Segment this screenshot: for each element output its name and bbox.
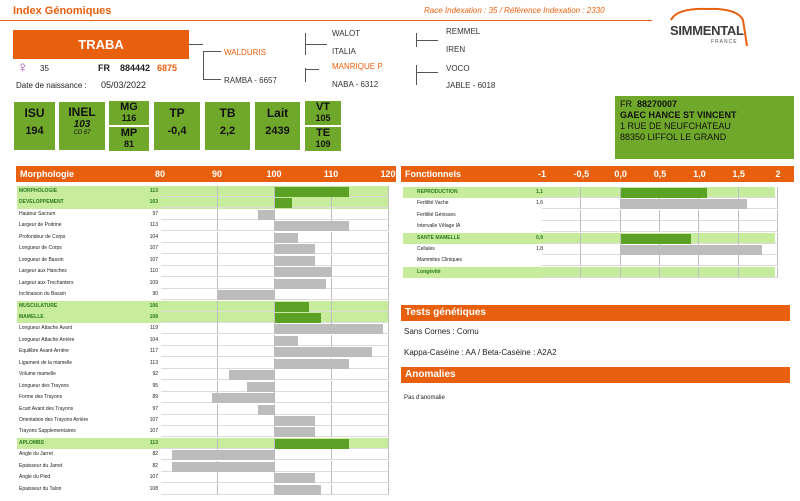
row-value: 104 (149, 233, 158, 240)
grid-cell (621, 210, 660, 221)
casein-test: Kappa-Caséine : AA / Beta-Caséine : A2A2 (404, 348, 557, 357)
grid-cell (275, 369, 332, 380)
grid-cell (332, 484, 389, 495)
grid-cell (218, 278, 275, 289)
grid-cell (161, 323, 218, 334)
morphology-bar (275, 302, 309, 312)
grid-cell (161, 243, 218, 254)
owner-box (615, 96, 794, 159)
pedigree-dam: RAMBA - 6657 (224, 76, 277, 85)
grid-cell (332, 369, 389, 380)
row-label: Longévité (417, 268, 441, 275)
grid-cell (218, 415, 275, 426)
horn-test: Sans Cornes : Cornu (404, 327, 479, 336)
functional-row (403, 244, 775, 255)
morphology-row (17, 335, 389, 346)
row-label: Largeur aux Trochanters (19, 279, 74, 286)
row-value: 107 (149, 417, 158, 423)
grid-cell (218, 301, 275, 312)
grid-cell (660, 255, 699, 266)
morphology-row (17, 484, 389, 495)
kpi-tp: TP -0,4 (154, 102, 200, 150)
owner-id: 88270007 (637, 99, 678, 109)
breed-code: 35 (40, 64, 49, 73)
grid-cell (332, 404, 389, 415)
row-value: 82 (152, 462, 158, 469)
grid-cell (621, 221, 660, 232)
morphology-group-row (17, 301, 389, 312)
grid-cell (739, 187, 778, 198)
functional-bar (621, 234, 692, 244)
grid-cell (218, 243, 275, 254)
grid-cell (660, 221, 699, 232)
morphology-scale-tick: 120 (380, 169, 396, 179)
row-label: Equilibre Avant-Arrière (19, 348, 69, 355)
grid-cell (739, 267, 778, 278)
functional-bar (621, 199, 747, 209)
grid-cell (218, 426, 275, 437)
kpi-isu: ISU 194 (14, 102, 55, 150)
row-label: Hauteur Sacrum (19, 210, 56, 217)
grid-cell (332, 289, 389, 300)
row-value: 106 (149, 302, 158, 309)
row-label: Ligament de la mamelle (19, 359, 73, 366)
morphology-group-row (17, 438, 389, 449)
grid-cell (161, 255, 218, 266)
row-label: MAMELLE (19, 313, 44, 320)
morphology-bar (247, 382, 276, 392)
grid-cell (161, 472, 218, 483)
morphology-row (17, 381, 389, 392)
morphology-bar (258, 405, 275, 415)
row-label: DEVELOPPEMENT (19, 199, 64, 206)
row-label: Largeur aux Hanches (19, 268, 67, 275)
grid-cell (161, 209, 218, 220)
grid-cell (218, 266, 275, 277)
grid-cell (161, 438, 218, 449)
row-value: 82 (152, 451, 158, 458)
grid-cell (542, 187, 581, 198)
grid-cell (218, 484, 275, 495)
row-value: 95 (152, 382, 158, 389)
morphology-row (17, 461, 389, 472)
morphology-row (17, 426, 389, 437)
row-label: MORPHOLOGIE (19, 188, 58, 194)
functional-group-row (403, 187, 775, 198)
grid-cell (332, 301, 389, 312)
row-value: 0,9 (536, 234, 543, 241)
row-value: 119 (150, 325, 158, 332)
grid-cell (218, 197, 275, 208)
animal-id-suffix: 6875 (157, 63, 178, 73)
row-value: 1,6 (536, 200, 543, 207)
grid-cell (161, 484, 218, 495)
row-label: Fertilité Génisses (417, 211, 456, 218)
morphology-bar (275, 198, 292, 208)
morphology-bar (275, 485, 321, 495)
morphology-row (17, 232, 389, 243)
morphology-scale-tick: 110 (323, 169, 339, 179)
female-icon: ♀ (17, 59, 29, 76)
morphology-bar (275, 336, 298, 346)
row-value: 103 (149, 199, 158, 206)
morphology-row (17, 289, 389, 300)
grid-cell (542, 221, 581, 232)
row-label: Mammites Cliniques (417, 257, 463, 264)
morphology-scale-tick: 80 (154, 169, 165, 179)
grid-cell (542, 198, 581, 209)
row-label: Angle du Pied (19, 474, 51, 481)
grid-cell (699, 221, 738, 232)
row-label: Intervalle Vêlage IA (417, 223, 461, 230)
morphology-bar (275, 279, 326, 289)
row-value: 89 (152, 394, 158, 401)
row-label: Orientation des Trayons Arrière (19, 417, 89, 423)
header-divider (0, 20, 652, 21)
morphology-bar (275, 267, 332, 277)
kpi-tb: TB 2,2 (205, 102, 250, 150)
row-label: SANTE MAMELLE (417, 234, 461, 241)
grid-cell (332, 278, 389, 289)
race-index-info: Race Indexation : 35 / Référence Indexation : 2330 (424, 6, 605, 15)
morphology-group-row (17, 312, 389, 323)
grid-cell (161, 220, 218, 231)
row-label: Inclinaison du Bassin (19, 291, 66, 298)
pedigree-ds-dam: IREN (446, 45, 466, 54)
grid-cell (660, 210, 699, 221)
morphology-bar (229, 370, 275, 380)
morphology-row (17, 415, 389, 426)
grid-cell (621, 267, 660, 278)
row-value: 113 (149, 188, 158, 194)
morphology-bar (275, 416, 315, 426)
row-label: Longueur de Corps (19, 245, 62, 252)
grid-cell (581, 221, 620, 232)
row-label: Angle du Jarret (19, 451, 53, 458)
owner-country: FR (620, 99, 632, 109)
grid-cell (581, 198, 620, 209)
grid-cell (332, 426, 389, 437)
row-value: 110 (150, 268, 158, 275)
morphology-row (17, 243, 389, 254)
grid-cell (275, 289, 332, 300)
row-label: Epaisseur du Talon (19, 485, 62, 492)
simmental-logo: SIMMENTAL FRANCE (667, 6, 753, 50)
morphology-row (17, 266, 389, 277)
grid-cell (218, 323, 275, 334)
morphology-row (17, 255, 389, 266)
morphology-row (17, 346, 389, 357)
pedigree-dam-dam: NABA - 6312 (332, 80, 379, 89)
functional-scale-tick: 0,5 (653, 169, 667, 179)
functional-bar (621, 188, 708, 198)
grid-cell (161, 266, 218, 277)
pedigree-dd-dam: JABLE - 6018 (446, 81, 496, 90)
row-value: 107 (149, 256, 158, 263)
row-label: MUSCULATURE (19, 302, 58, 309)
row-value: 113 (150, 359, 158, 366)
row-value: 97 (152, 405, 158, 412)
morphology-group-row (17, 186, 389, 197)
grid-cell (332, 335, 389, 346)
grid-cell (332, 392, 389, 403)
grid-cell (161, 358, 218, 369)
grid-cell (161, 392, 218, 403)
morphology-row (17, 449, 389, 460)
morphology-row (17, 369, 389, 380)
kpi-te: TE 109 (305, 127, 341, 151)
grid-cell (332, 255, 389, 266)
functional-scale-tick: -1 (537, 169, 546, 179)
row-value: 113 (150, 222, 158, 229)
grid-cell (218, 232, 275, 243)
kpi-mg: MG 116 (109, 101, 149, 125)
morphology-bar (275, 324, 383, 334)
row-value: 107 (149, 245, 158, 252)
grid-cell (581, 210, 620, 221)
grid-cell (621, 255, 660, 266)
grid-cell (218, 438, 275, 449)
morphology-row (17, 404, 389, 415)
grid-cell (161, 369, 218, 380)
morphology-row (17, 392, 389, 403)
grid-cell (699, 255, 738, 266)
grid-cell (739, 255, 778, 266)
grid-cell (218, 186, 275, 197)
grid-cell (275, 209, 332, 220)
grid-cell (218, 312, 275, 323)
morphology-bar (275, 244, 315, 254)
functional-row (403, 255, 775, 266)
morphology-scale-tick: 90 (211, 169, 222, 179)
row-value: 104 (149, 336, 158, 343)
row-label: Profondeur de Corps (19, 233, 66, 240)
animal-country: FR (98, 63, 110, 73)
row-label: Cellules (417, 246, 435, 252)
morphology-bar (275, 359, 349, 369)
animal-name: TRABA (13, 30, 189, 59)
owner-city: 88350 LIFFOL LE GRAND (620, 132, 727, 142)
grid-cell (542, 210, 581, 221)
row-value: 108 (149, 313, 158, 320)
grid-cell (739, 221, 778, 232)
grid-cell (332, 381, 389, 392)
row-label: Longueur Attache Avant (19, 325, 73, 332)
grid-cell (161, 381, 218, 392)
morphology-bar (258, 210, 275, 220)
row-value: 113 (149, 439, 158, 446)
morphology-bar (212, 393, 275, 403)
grid-cell (332, 312, 389, 323)
morphology-row (17, 472, 389, 483)
kpi-mp: MP 81 (109, 127, 149, 151)
grid-cell (161, 426, 218, 437)
animal-id: 884442 (120, 63, 151, 73)
row-value: 117 (150, 348, 158, 355)
grid-cell (542, 244, 581, 255)
morphology-bar (172, 462, 275, 472)
row-value: 1,8 (536, 246, 543, 252)
functional-scale-tick: -0,5 (573, 169, 590, 179)
row-label: Longueur Attache Arrière (19, 336, 75, 343)
grid-cell (161, 335, 218, 346)
grid-cell (332, 415, 389, 426)
birth-date: 05/03/2022 (101, 80, 147, 90)
row-label: REPRODUCTION (417, 189, 458, 195)
row-label: Epaisseur du Jarret (19, 462, 63, 469)
grid-cell (218, 358, 275, 369)
grid-cell (581, 187, 620, 198)
row-label: Largeur de Poitrine (19, 222, 62, 229)
pedigree-sire-dam: ITALIA (332, 47, 356, 56)
grid-cell (218, 255, 275, 266)
functional-group-row (403, 267, 775, 278)
morphology-group-row (17, 197, 389, 208)
pedigree-dam-sire: MANRIQUE P (332, 62, 383, 71)
grid-cell (699, 233, 738, 244)
row-value: 107 (149, 474, 158, 481)
grid-cell (332, 461, 389, 472)
morphology-bar (275, 233, 298, 243)
grid-cell (218, 220, 275, 231)
grid-cell (218, 472, 275, 483)
functional-bar (621, 245, 763, 255)
pedigree-ds-sire: REMMEL (446, 27, 481, 36)
kpi-inel: INEL 103 CD 67 (59, 102, 105, 150)
grid-cell (332, 243, 389, 254)
pedigree-sire-sire: WALOT (332, 29, 361, 38)
grid-cell (581, 255, 620, 266)
grid-cell (161, 415, 218, 426)
grid-cell (332, 266, 389, 277)
grid-cell (332, 472, 389, 483)
grid-cell (542, 267, 581, 278)
grid-cell (161, 186, 218, 197)
pedigree-dd-sire: VOCO (446, 64, 470, 73)
grid-cell (332, 232, 389, 243)
morphology-bar (218, 290, 275, 300)
morphology-row (17, 220, 389, 231)
grid-cell (581, 267, 620, 278)
grid-cell (332, 449, 389, 460)
morphology-header: Morphologie 80 90 100 110 120 (16, 166, 396, 182)
grid-cell (161, 278, 218, 289)
grid-cell (161, 346, 218, 357)
kpi-vt: VT 105 (305, 101, 341, 125)
kpi-lait: Lait 2439 (255, 102, 300, 150)
row-label: Trayons Supplementaires (19, 428, 76, 435)
morphology-bar (275, 187, 349, 197)
grid-cell (581, 233, 620, 244)
functional-row (403, 210, 775, 221)
grid-cell (161, 404, 218, 415)
grid-cell (218, 335, 275, 346)
functional-scale-tick: 2 (775, 169, 781, 179)
functional-scale-tick: 0,0 (614, 169, 627, 179)
row-label: APLOMBS (19, 439, 44, 446)
row-value: 97 (152, 210, 158, 217)
morphology-bar (275, 473, 315, 483)
row-label: Forme des Trayons (19, 394, 63, 401)
grid-cell (542, 233, 581, 244)
functional-row (403, 221, 775, 232)
grid-cell (739, 210, 778, 221)
row-label: Longueur des Trayons (19, 382, 69, 389)
row-value: 107 (149, 428, 158, 435)
row-label: Ecart Avant des Trayons (19, 405, 74, 412)
grid-cell (161, 197, 218, 208)
morphology-bar (275, 427, 315, 437)
anomalies-header: Anomalies (401, 367, 790, 383)
morphology-bar (275, 439, 349, 449)
functional-scale-tick: 1,0 (693, 169, 706, 179)
grid-cell (275, 404, 332, 415)
grid-cell (699, 210, 738, 221)
grid-cell (739, 233, 778, 244)
functional-group-row (403, 233, 775, 244)
morphology-bar (275, 313, 321, 323)
row-label: Fertilité Vache (417, 200, 449, 207)
functional-row (403, 198, 775, 209)
anomalies-text: Pas d'anomalie (404, 395, 445, 401)
owner-name: GAEC HANCE ST VINCENT (620, 110, 737, 120)
row-value: 90 (152, 291, 158, 298)
page-title: Index Génomiques (13, 5, 112, 17)
grid-cell (275, 381, 332, 392)
row-value: 1,1 (536, 189, 543, 195)
morphology-scale-tick: 100 (266, 169, 282, 179)
grid-cell (581, 244, 620, 255)
morphology-row (17, 209, 389, 220)
morphology-bar (275, 256, 315, 266)
row-value: 108 (149, 485, 158, 492)
functional-scale-tick: 1,5 (732, 169, 745, 179)
morphology-bar (172, 450, 275, 460)
grid-cell (332, 209, 389, 220)
grid-cell (161, 312, 218, 323)
row-label: Longueur de Bassin (19, 256, 64, 263)
morphology-row (17, 278, 389, 289)
grid-cell (660, 267, 699, 278)
grid-cell (161, 232, 218, 243)
grid-cell (699, 267, 738, 278)
grid-cell (161, 289, 218, 300)
row-value: 109 (149, 279, 158, 286)
row-value: 92 (152, 371, 158, 378)
morphology-row (17, 323, 389, 334)
morphology-bar (275, 221, 349, 231)
grid-cell (275, 392, 332, 403)
grid-cell (542, 255, 581, 266)
grid-cell (332, 197, 389, 208)
birth-label: Date de naissance : (16, 81, 87, 90)
owner-address: 1 RUE DE NEUFCHATEAU (620, 121, 731, 131)
pedigree-sire: WALDURIS (224, 48, 266, 57)
grid-cell (161, 301, 218, 312)
row-label: Volume mamelle (19, 371, 56, 378)
genetic-tests-header: Tests génétiques (401, 305, 790, 321)
morphology-row (17, 358, 389, 369)
functional-header: Fonctionnels -1 -0,5 0,0 0,5 1,0 1,5 2 (401, 166, 794, 182)
grid-cell (218, 346, 275, 357)
morphology-bar (275, 347, 372, 357)
grid-cell (275, 461, 332, 472)
grid-cell (275, 449, 332, 460)
